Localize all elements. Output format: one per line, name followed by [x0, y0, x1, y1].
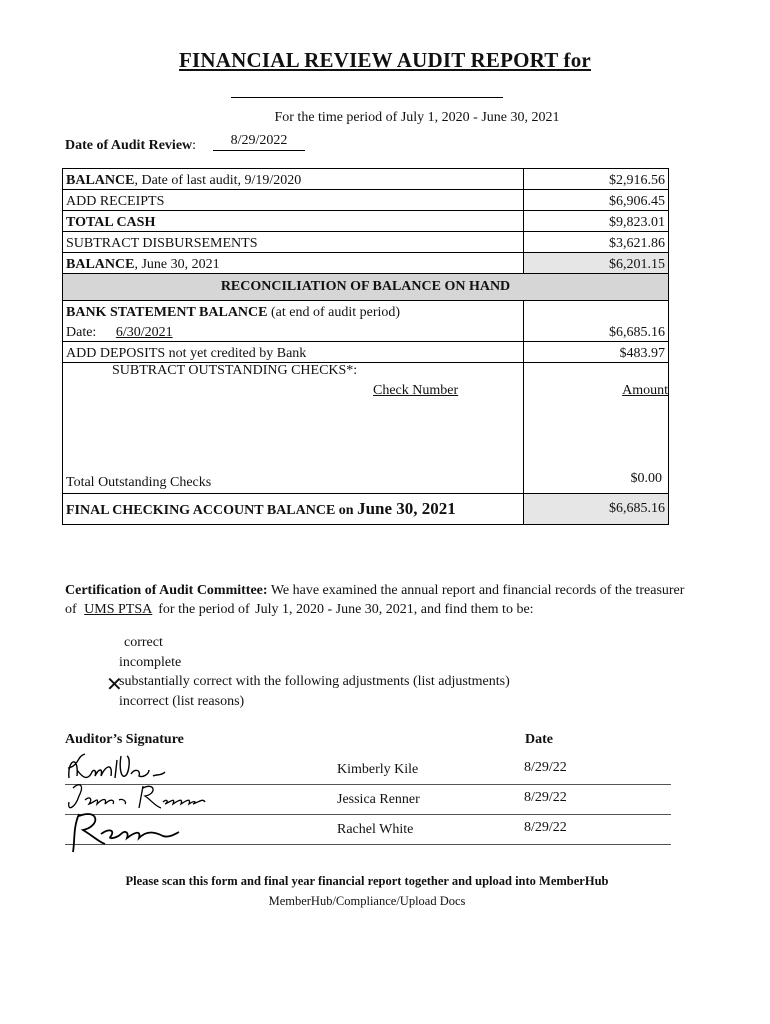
bank-statement-amount[interactable]: $6,685.16 — [524, 321, 669, 342]
total-outstanding-amount[interactable]: $0.00 — [630, 471, 662, 486]
bank-date-label: Date: — [66, 325, 97, 340]
certification-paragraph — [65, 581, 685, 619]
auditor-signature-label: Auditor’s Signature — [65, 732, 184, 747]
finding-options — [119, 633, 510, 711]
disbursements-amount[interactable]: $3,621.86 — [524, 232, 669, 253]
last-audit-amount[interactable]: $2,916.56 — [524, 169, 669, 190]
total-cash-amount[interactable]: $9,823.01 — [524, 211, 669, 232]
time-period: For the time period of July 1, 2020 - June 30, 2021 — [274, 110, 560, 125]
audit-review-date-field[interactable]: 8/29/2022 — [213, 133, 305, 151]
option-correct[interactable]: correct — [124, 635, 163, 650]
signature-white-image — [65, 808, 195, 856]
title-blank-line — [231, 97, 503, 98]
bank-statement-bold: BANK STATEMENT BALANCE — [66, 305, 268, 320]
period-field[interactable]: July 1, 2020 - June 30, 2021 — [255, 602, 414, 617]
ending-balance-bold: BALANCE — [66, 257, 135, 272]
disbursements-label: SUBTRACT DISBURSEMENTS — [63, 232, 524, 253]
certification-text2: for the period of — [158, 602, 250, 617]
option-substantially-correct[interactable]: substantially correct with the following adjustments (list adjustments) — [119, 674, 510, 689]
table-row — [63, 253, 669, 274]
table-row — [63, 301, 669, 322]
balance-bold: BALANCE — [66, 173, 135, 188]
table-row — [63, 232, 669, 253]
final-balance-label — [63, 494, 524, 525]
option-incomplete[interactable]: incomplete — [119, 654, 182, 670]
ending-balance-amount[interactable]: $6,201.15 — [524, 253, 669, 274]
last-audit-text: , Date of last audit, — [134, 173, 241, 188]
total-cash-label: TOTAL CASH — [63, 211, 524, 232]
deposits-amount[interactable]: $483.97 — [524, 342, 669, 363]
bank-date-field[interactable]: 6/30/2021 — [115, 325, 173, 340]
final-balance-amount[interactable]: $6,685.16 — [524, 494, 669, 525]
upload-path: MemberHub/Compliance/Upload Docs — [268, 894, 466, 908]
signature-date[interactable]: 8/29/22 — [524, 790, 567, 805]
audit-review-date-colon: : — [192, 138, 197, 153]
deposits-label: ADD DEPOSITS not yet credited by Bank — [63, 342, 524, 363]
option-incorrect[interactable]: incorrect (list reasons) — [119, 693, 245, 709]
table-row — [63, 274, 669, 301]
signature-date[interactable]: 8/29/22 — [524, 760, 567, 775]
bank-statement-text: (at end of audit period) — [270, 305, 401, 320]
last-audit-balance-label — [63, 169, 524, 190]
outstanding-checks-cell — [63, 363, 524, 494]
certification-text3: , and find them to be: — [413, 602, 534, 617]
auditor-name: Jessica Renner — [337, 792, 420, 807]
signature-date[interactable]: 8/29/22 — [524, 820, 567, 835]
table-row — [63, 494, 669, 525]
upload-instruction: Please scan this form and final year financial report together and upload into MemberHub — [125, 874, 609, 888]
final-balance-text: FINAL CHECKING ACCOUNT BALANCE on — [66, 503, 354, 518]
ending-balance-label — [63, 253, 524, 274]
auditor-name: Kimberly Kile — [337, 762, 419, 777]
table-row — [63, 190, 669, 211]
organization-field[interactable]: UMS PTSA — [84, 602, 153, 617]
bank-date-cell — [63, 321, 524, 342]
table-row — [63, 169, 669, 190]
signature-date-label: Date — [525, 732, 553, 747]
selected-x-icon: ✕ — [106, 672, 123, 696]
table-row — [63, 321, 669, 342]
bank-statement-cell — [63, 301, 524, 322]
signature-row — [65, 814, 671, 845]
auditor-name: Rachel White — [337, 822, 414, 837]
total-outstanding-label: Total Outstanding Checks — [66, 475, 212, 490]
table-row — [63, 342, 669, 363]
check-number-header: Check Number — [373, 383, 459, 398]
outstanding-amount-cell — [524, 363, 669, 494]
outstanding-checks-label: SUBTRACT OUTSTANDING CHECKS*: — [112, 363, 358, 378]
audit-review-date-label — [65, 138, 196, 154]
last-audit-date-field[interactable]: 9/19/2020 — [244, 173, 302, 188]
ending-balance-text: , June 30, 2021 — [134, 257, 220, 272]
table-row — [63, 363, 669, 494]
final-balance-date: June 30, 2021 — [357, 499, 456, 518]
amount-header: Amount — [622, 383, 668, 398]
balance-table — [62, 168, 669, 525]
bank-statement-empty — [524, 301, 669, 322]
receipts-amount[interactable]: $6,906.45 — [524, 190, 669, 211]
reconciliation-heading: RECONCILIATION OF BALANCE ON HAND — [63, 274, 669, 301]
report-title: FINANCIAL REVIEW AUDIT REPORT for — [179, 48, 591, 72]
audit-review-date-label-text: Date of Audit Review — [65, 138, 193, 153]
certification-text1: We have examined the annual report and financial records of the treasurer of — [65, 583, 685, 617]
table-row — [63, 211, 669, 232]
certification-lead: Certification of Audit Committee: — [65, 583, 268, 598]
receipts-label: ADD RECEIPTS — [63, 190, 524, 211]
